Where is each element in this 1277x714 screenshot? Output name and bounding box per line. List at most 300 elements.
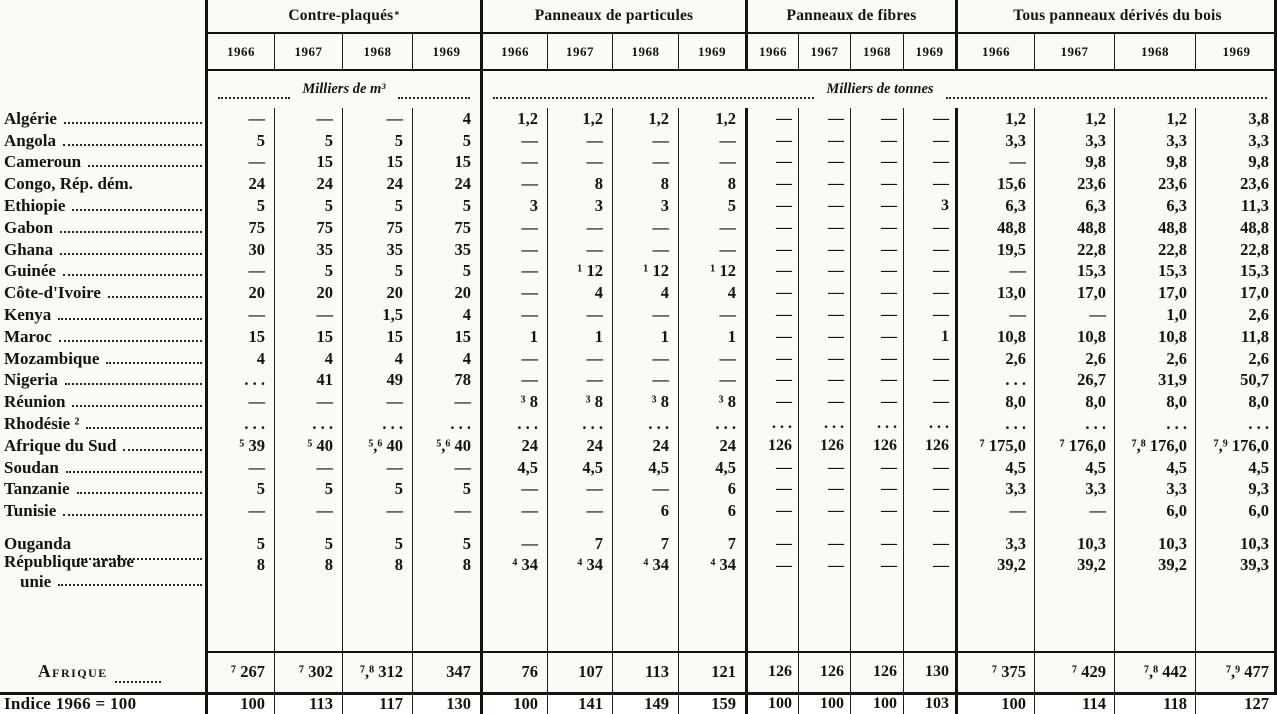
value-cell: ⁷ 175,0 (955, 435, 1034, 457)
value-cell: — (850, 457, 903, 479)
dot-leader (108, 294, 202, 298)
value-cell: . . . (955, 370, 1034, 392)
value-cell: — (547, 152, 612, 174)
value-cell: — (480, 500, 547, 522)
value-cell: 4,5 (1114, 457, 1195, 479)
value-cell: 10,3 (1034, 522, 1114, 566)
subtotal-gap-cell (1114, 578, 1195, 651)
value-cell: 7 (678, 522, 745, 566)
value-cell: 75 (342, 217, 412, 239)
year-header: 1968 (342, 34, 412, 71)
value-cell: 22,8 (1195, 239, 1277, 261)
index-value-cell: 159 (678, 692, 745, 714)
value-cell: — (205, 108, 274, 130)
value-cell: — (903, 108, 955, 130)
value-cell: 35 (274, 239, 342, 261)
dot-leader (106, 360, 202, 364)
value-cell: — (850, 370, 903, 392)
value-cell: ¹ 12 (612, 261, 678, 283)
value-cell: 9,8 (1034, 152, 1114, 174)
value-cell: — (745, 282, 798, 304)
value-cell: 1,2 (1034, 108, 1114, 130)
value-cell: 39,2 (1114, 566, 1195, 578)
col-group-title-particules (480, 0, 745, 34)
value-cell: 5 (274, 195, 342, 217)
dot-leader (59, 338, 202, 342)
value-cell: — (274, 304, 342, 326)
value-cell: — (903, 566, 955, 578)
value-cell: 5 (274, 261, 342, 283)
value-cell: 1 (547, 326, 612, 348)
value-cell: 15 (342, 326, 412, 348)
dot-leader (218, 95, 290, 99)
value-cell: 4,5 (1195, 457, 1277, 479)
dot-leader (77, 490, 202, 494)
total-value-cell: 113 (612, 651, 678, 692)
value-cell: . . . (480, 413, 547, 435)
value-cell: — (745, 370, 798, 392)
total-value-cell: 107 (547, 651, 612, 692)
year-header: 1967 (274, 34, 342, 71)
row-label: Tanzanie (0, 479, 205, 501)
row-label: République arabe unie (0, 566, 205, 578)
value-cell: — (745, 217, 798, 239)
total-value-cell: 121 (678, 651, 745, 692)
value-cell: 11,8 (1195, 326, 1277, 348)
group-title-text: Contre-plaqués (288, 7, 394, 24)
value-cell: — (480, 173, 547, 195)
value-cell: 24 (342, 173, 412, 195)
row-label: Angola (0, 130, 205, 152)
value-cell: 5 (205, 195, 274, 217)
year-header: 1969 (678, 34, 745, 71)
value-cell: ⁵,⁶ 40 (342, 435, 412, 457)
value-cell: — (342, 391, 412, 413)
dot-leader (115, 679, 161, 683)
value-cell: 9,8 (1195, 152, 1277, 174)
value-cell: 6,3 (955, 195, 1034, 217)
value-cell: — (903, 348, 955, 370)
value-cell: 75 (274, 217, 342, 239)
dot-leader (123, 447, 202, 451)
row-label: Rhodésie ² (0, 413, 205, 435)
value-cell: 4,5 (678, 457, 745, 479)
value-cell: 3,3 (1114, 130, 1195, 152)
value-cell: 5 (342, 261, 412, 283)
value-cell: — (955, 500, 1034, 522)
value-cell: 13,0 (955, 282, 1034, 304)
value-cell: 9,3 (1195, 479, 1277, 501)
subtotal-gap-cell (274, 578, 342, 651)
value-cell: — (798, 304, 850, 326)
col-group-title-contreplaques: Contre-plaqués * (205, 0, 480, 34)
value-cell: — (480, 304, 547, 326)
subtotal-gap-cell (903, 578, 955, 651)
subtotal-gap-cell (0, 578, 205, 651)
value-cell: 39,2 (1034, 566, 1114, 578)
col-group-title-fibres (745, 0, 955, 34)
total-value-cell: 347 (412, 651, 480, 692)
value-cell: 8 (274, 566, 342, 578)
year-header: 1969 (412, 34, 480, 71)
total-value-cell: 126 (798, 651, 850, 692)
subtotal-gap-cell (1195, 578, 1277, 651)
value-cell: 1 (903, 326, 955, 348)
value-cell: 5 (342, 130, 412, 152)
value-cell: — (342, 457, 412, 479)
subtotal-gap-cell (612, 578, 678, 651)
value-cell: — (480, 239, 547, 261)
value-cell: 78 (412, 370, 480, 392)
value-cell: — (798, 348, 850, 370)
value-cell: — (612, 217, 678, 239)
subtotal-gap-cell (678, 578, 745, 651)
value-cell: — (745, 130, 798, 152)
value-cell: — (480, 370, 547, 392)
value-cell: — (745, 479, 798, 501)
value-cell: 5 (412, 479, 480, 501)
value-cell: 8,0 (1034, 391, 1114, 413)
row-label: Ouganda (0, 522, 205, 566)
value-cell: 4 (274, 348, 342, 370)
dot-leader (946, 95, 1267, 99)
value-cell: — (850, 479, 903, 501)
value-cell: — (903, 370, 955, 392)
value-cell: — (745, 152, 798, 174)
value-cell: ⁷,⁸ 176,0 (1114, 435, 1195, 457)
value-cell: — (745, 522, 798, 566)
value-cell: — (850, 348, 903, 370)
value-cell: ¹ 12 (678, 261, 745, 283)
value-cell: ⁷ 176,0 (1034, 435, 1114, 457)
value-cell: 8,0 (1195, 391, 1277, 413)
year-header: 1966 (745, 34, 798, 71)
value-cell: — (850, 566, 903, 578)
value-cell: — (798, 457, 850, 479)
value-cell: 3 (612, 195, 678, 217)
value-cell: — (745, 239, 798, 261)
value-cell: 4,5 (955, 457, 1034, 479)
index-value-cell: 141 (547, 692, 612, 714)
value-cell: 5 (274, 130, 342, 152)
value-cell: 4 (205, 348, 274, 370)
dot-leader (398, 95, 470, 99)
units-row-m3 (205, 71, 480, 108)
value-cell: — (745, 391, 798, 413)
value-cell: — (745, 326, 798, 348)
value-cell: — (547, 370, 612, 392)
value-cell: 20 (412, 282, 480, 304)
index-value-cell: 149 (612, 692, 678, 714)
value-cell: 5 (412, 130, 480, 152)
value-cell: — (850, 152, 903, 174)
year-header: 1969 (903, 34, 955, 71)
value-cell: — (480, 130, 547, 152)
value-cell: 23,6 (1114, 173, 1195, 195)
value-cell: — (612, 348, 678, 370)
year-header: 1967 (798, 34, 850, 71)
year-header: 1968 (612, 34, 678, 71)
value-cell: — (850, 391, 903, 413)
total-value-cell: 126 (850, 651, 903, 692)
value-cell: — (678, 217, 745, 239)
value-cell: 20 (342, 282, 412, 304)
value-cell: 15,3 (1034, 261, 1114, 283)
value-cell: ³ 8 (547, 391, 612, 413)
value-cell: 23,6 (1034, 173, 1114, 195)
value-cell: — (547, 304, 612, 326)
value-cell: 126 (798, 435, 850, 457)
dot-leader (60, 251, 202, 255)
index-value-cell: 130 (412, 692, 480, 714)
value-cell: — (798, 217, 850, 239)
value-cell: — (678, 304, 745, 326)
total-value-cell: ⁷,⁸ 312 (342, 651, 412, 692)
total-value-cell: ⁷ 302 (274, 651, 342, 692)
value-cell: 5 (274, 479, 342, 501)
value-cell: 24 (274, 173, 342, 195)
value-cell: — (547, 500, 612, 522)
row-label: Algérie (0, 108, 205, 130)
value-cell: 35 (412, 239, 480, 261)
value-cell: ⁷,⁹ 176,0 (1195, 435, 1277, 457)
value-cell: 10,3 (1114, 522, 1195, 566)
value-cell: — (745, 500, 798, 522)
subtotal-gap-cell (342, 578, 412, 651)
dot-leader (72, 403, 202, 407)
value-cell: 41 (274, 370, 342, 392)
value-cell: 3,3 (955, 522, 1034, 566)
row-label: Nigeria (0, 370, 205, 392)
value-cell: 8,0 (1114, 391, 1195, 413)
value-cell: — (745, 348, 798, 370)
value-cell: — (547, 348, 612, 370)
value-cell: 1 (480, 326, 547, 348)
value-cell: 6,0 (1114, 500, 1195, 522)
value-cell: 4 (678, 282, 745, 304)
value-cell: 6 (678, 500, 745, 522)
dot-leader (63, 512, 202, 516)
value-cell: 4,5 (1034, 457, 1114, 479)
value-cell: 6,3 (1114, 195, 1195, 217)
dot-leader (88, 163, 202, 167)
value-cell: . . . (274, 413, 342, 435)
index-value-cell: 103 (903, 692, 955, 714)
value-cell: — (745, 457, 798, 479)
value-cell: 7 (612, 522, 678, 566)
subtotal-gap-cell (205, 578, 274, 651)
value-cell: 3 (547, 195, 612, 217)
value-cell: — (798, 152, 850, 174)
value-cell: . . . (1114, 413, 1195, 435)
value-cell: 10,8 (955, 326, 1034, 348)
value-cell: — (798, 195, 850, 217)
subtotal-gap-cell (798, 578, 850, 651)
value-cell: — (612, 152, 678, 174)
value-cell: — (745, 304, 798, 326)
value-cell: 8 (205, 566, 274, 578)
value-cell: — (205, 391, 274, 413)
value-cell: 1,2 (955, 108, 1034, 130)
row-label: Mozambique (0, 348, 205, 370)
value-cell: 8 (547, 173, 612, 195)
group-title-text: Panneaux de particules (534, 7, 694, 24)
value-cell: 17,0 (1195, 282, 1277, 304)
value-cell: — (798, 130, 850, 152)
value-cell: ⁵ 40 (274, 435, 342, 457)
value-cell: . . . (850, 413, 903, 435)
value-cell: — (850, 282, 903, 304)
value-cell: — (205, 457, 274, 479)
units-row-tonnes (480, 71, 1277, 108)
subtotal-gap-cell (547, 578, 612, 651)
dot-leader (86, 425, 202, 429)
value-cell: 3,3 (1195, 130, 1277, 152)
dot-leader (72, 207, 202, 211)
value-cell: 4,5 (480, 457, 547, 479)
subtotal-gap-cell (480, 578, 547, 651)
value-cell: — (903, 261, 955, 283)
value-cell: 1,2 (1114, 108, 1195, 130)
value-cell: — (274, 391, 342, 413)
value-cell: — (480, 261, 547, 283)
value-cell: 15 (342, 152, 412, 174)
year-header: 1966 (955, 34, 1034, 71)
value-cell: 3,3 (1034, 479, 1114, 501)
value-cell: 5 (274, 522, 342, 566)
value-cell: . . . (342, 413, 412, 435)
value-cell: — (745, 173, 798, 195)
value-cell: — (342, 108, 412, 130)
total-value-cell: 130 (903, 651, 955, 692)
row-label: Afrique du Sud (0, 435, 205, 457)
value-cell: 8 (412, 566, 480, 578)
value-cell: 2,6 (1195, 348, 1277, 370)
value-cell: 3,3 (1114, 479, 1195, 501)
value-cell: — (903, 239, 955, 261)
value-cell: 75 (205, 217, 274, 239)
value-cell: 8 (342, 566, 412, 578)
value-cell: 2,6 (1114, 348, 1195, 370)
value-cell: — (798, 282, 850, 304)
value-cell: 4 (547, 282, 612, 304)
value-cell: — (850, 500, 903, 522)
value-cell: 24 (678, 435, 745, 457)
value-cell: ⁴ 34 (547, 566, 612, 578)
value-cell: — (612, 304, 678, 326)
index-value-cell: 114 (1034, 692, 1114, 714)
value-cell: 4,5 (612, 457, 678, 479)
value-cell: — (798, 500, 850, 522)
value-cell: — (955, 261, 1034, 283)
value-cell: 4 (342, 348, 412, 370)
value-cell: 126 (903, 435, 955, 457)
value-cell: — (342, 500, 412, 522)
value-cell: ⁴ 34 (480, 566, 547, 578)
value-cell: 1,5 (342, 304, 412, 326)
value-cell: — (850, 130, 903, 152)
value-cell: 4 (412, 108, 480, 130)
value-cell: — (798, 239, 850, 261)
value-cell: — (480, 348, 547, 370)
value-cell: 1 (678, 326, 745, 348)
value-cell: 3,3 (955, 479, 1034, 501)
value-cell: — (745, 566, 798, 578)
total-value-cell: ⁷,⁹ 477 (1195, 651, 1277, 692)
value-cell: — (850, 326, 903, 348)
value-cell: — (547, 217, 612, 239)
total-value-cell: ⁷ 375 (955, 651, 1034, 692)
value-cell: — (678, 239, 745, 261)
subtotal-gap-cell (955, 578, 1034, 651)
subtotal-gap-cell (412, 578, 480, 651)
year-header: 1969 (1195, 34, 1277, 71)
value-cell: — (850, 108, 903, 130)
value-cell: — (798, 522, 850, 566)
value-cell: 39,2 (955, 566, 1034, 578)
value-cell: 5 (205, 522, 274, 566)
value-cell: 20 (205, 282, 274, 304)
total-row-label: Afrique (0, 651, 205, 692)
value-cell: 31,9 (1114, 370, 1195, 392)
value-cell: — (798, 391, 850, 413)
value-cell: . . . (678, 413, 745, 435)
total-value-cell: ⁷ 267 (205, 651, 274, 692)
value-cell: 1,2 (678, 108, 745, 130)
value-cell: 48,8 (955, 217, 1034, 239)
value-cell: — (612, 479, 678, 501)
value-cell: 5 (412, 522, 480, 566)
value-cell: 20 (274, 282, 342, 304)
value-cell: 19,5 (955, 239, 1034, 261)
value-cell: — (547, 130, 612, 152)
value-cell: 15 (274, 326, 342, 348)
value-cell: . . . (547, 413, 612, 435)
value-cell: 24 (480, 435, 547, 457)
value-cell: — (205, 304, 274, 326)
value-cell: — (205, 261, 274, 283)
value-cell: 6 (678, 479, 745, 501)
units-label: Milliers de m³ (302, 81, 386, 97)
value-cell: 26,7 (1034, 370, 1114, 392)
value-cell: . . . (1034, 413, 1114, 435)
value-cell: 7 (547, 522, 612, 566)
value-cell: — (903, 173, 955, 195)
value-cell: 2,6 (1034, 348, 1114, 370)
value-cell: — (547, 239, 612, 261)
value-cell: 17,0 (1114, 282, 1195, 304)
value-cell: — (850, 195, 903, 217)
value-cell: 1,2 (612, 108, 678, 130)
value-cell: — (1034, 304, 1114, 326)
value-cell: ⁴ 34 (612, 566, 678, 578)
value-cell: — (480, 522, 547, 566)
value-cell: — (798, 108, 850, 130)
value-cell: 126 (745, 435, 798, 457)
value-cell: 15,6 (955, 173, 1034, 195)
value-cell: — (274, 108, 342, 130)
total-value-cell: ⁷,⁸ 442 (1114, 651, 1195, 692)
value-cell: 9,8 (1114, 152, 1195, 174)
value-cell: — (903, 282, 955, 304)
value-cell: — (850, 217, 903, 239)
row-label: Congo, Rép. dém. (4, 174, 133, 194)
value-cell: — (798, 261, 850, 283)
index-value-cell: 100 (955, 692, 1034, 714)
index-value-cell: 113 (274, 692, 342, 714)
total-value-cell: 126 (745, 651, 798, 692)
index-value-cell: 100 (480, 692, 547, 714)
